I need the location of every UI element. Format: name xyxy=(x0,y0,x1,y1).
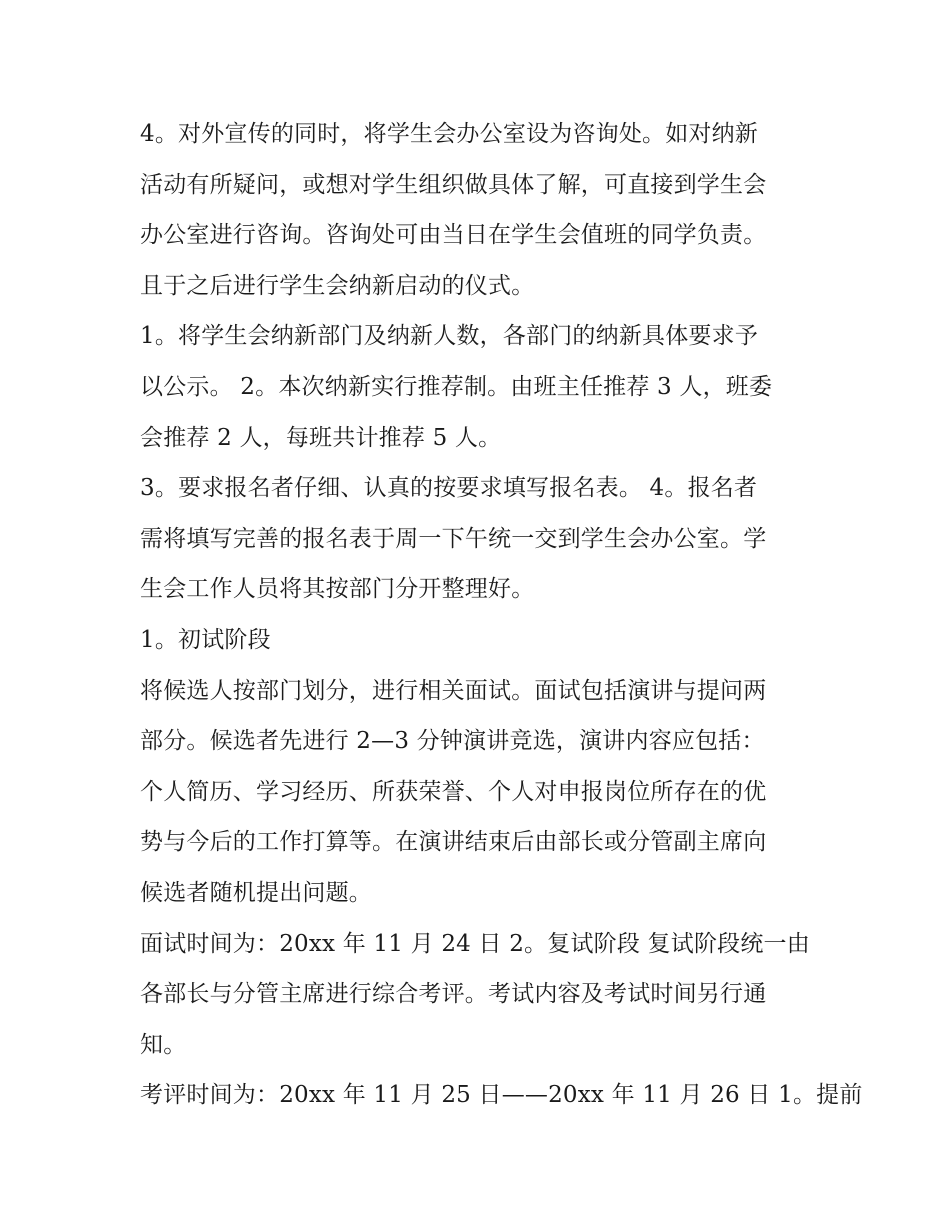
text-line: 4。对外宣传的同时，将学生会办公室设为咨询处。如对纳新 xyxy=(140,121,759,147)
text-line: 个人简历、学习经历、所获荣誉、个人对申报岗位所存在的优 xyxy=(140,778,767,805)
text-line: 办公室进行咨询。咨询处可由当日在学生会值班的同学负责。 xyxy=(140,222,767,249)
text-line: 活动有所疑问，或想对学生组织做具体了解，可直接到学生会 xyxy=(140,171,767,198)
text-line: 且于之后进行学生会纳新启动的仪式。 xyxy=(140,272,535,299)
text-line: 1。将学生会纳新部门及纳新人数，各部门的纳新具体要求予 xyxy=(140,323,759,350)
text-line: 候选者随机提出问题。 xyxy=(140,879,372,906)
text-line: 考评时间为：20xx 年 11 月 25 日——20xx 年 11 月 26 日 1。提前 xyxy=(140,1082,863,1109)
section-heading: 1。初试阶段 xyxy=(140,626,271,653)
text-line: 将候选人按部门划分，进行相关面试。面试包括演讲与提问两 xyxy=(140,677,767,704)
text-line: 知。 xyxy=(140,1031,187,1058)
text-line: 各部长与分管主席进行综合考评。考试内容及考试时间另行通 xyxy=(140,981,767,1008)
text-line: 生会工作人员将其按部门分开整理好。 xyxy=(140,576,535,603)
text-line: 3。要求报名者仔细、认真的按要求填写报名表。 4。报名者 xyxy=(140,475,758,502)
text-line: 需将填写完善的报名表于周一下午统一交到学生会办公室。学 xyxy=(140,525,767,552)
text-line: 以公示。 2。本次纳新实行推荐制。由班主任推荐 3 人，班委 xyxy=(140,373,773,400)
text-line: 部分。候选者先进行 2—3 分钟演讲竞选，演讲内容应包括： xyxy=(140,728,765,755)
document-page xyxy=(140,109,863,1121)
text-line: 会推荐 2 人，每班共计推荐 5 人。 xyxy=(140,424,502,451)
text-line: 面试时间为：20xx 年 11 月 24 日 2。复试阶段 复试阶段统一由 xyxy=(140,930,810,957)
text-line: 势与今后的工作打算等。在演讲结束后由部长或分管副主席向 xyxy=(140,829,767,856)
